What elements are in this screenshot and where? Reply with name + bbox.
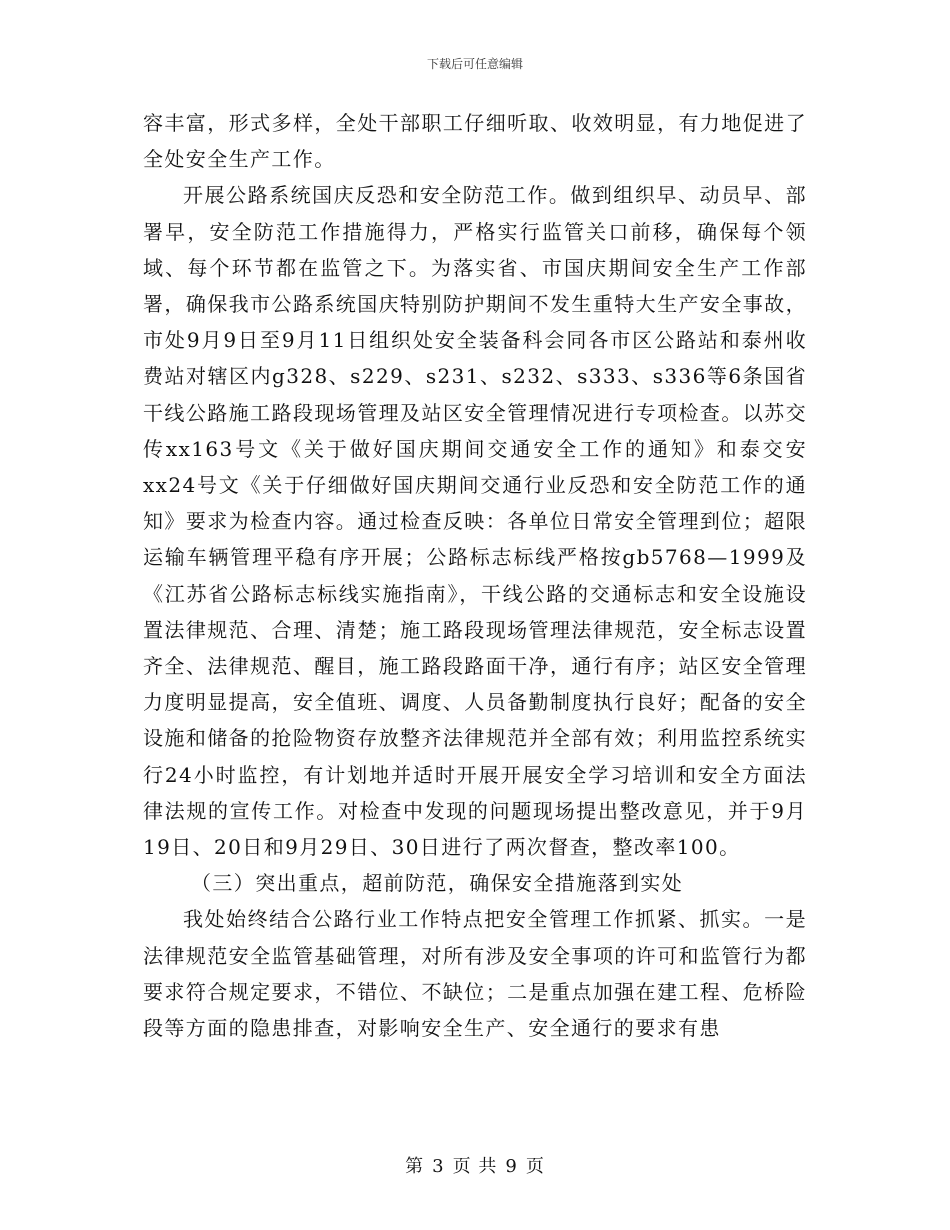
- paragraph-continuation: 容丰富，形式多样，全处干部职工仔细听取、收效明显，有力地促进了全处安全生产工作。: [143, 111, 807, 172]
- page-footer: [0, 1152, 950, 1178]
- document-body: [143, 105, 807, 1046]
- footer-middle: 页 共: [452, 1156, 498, 1177]
- footer-suffix: 页: [525, 1156, 545, 1177]
- section-heading: （三）突出重点，超前防范，确保安全措施落到实处: [191, 871, 684, 896]
- footer-prefix: 第: [405, 1156, 425, 1177]
- current-page-number: 3: [432, 1156, 445, 1177]
- page-header: 下载后可任意编辑: [426, 57, 523, 71]
- total-pages-number: 9: [505, 1156, 518, 1177]
- paragraph-antiterror: 开展公路系统国庆反恐和安全防范工作。做到组织早、动员早、部署早，安全防范工作措施得力，严格实行监管关口前移，确保每个领域、每个环节都在监管之下。为落实省、市国庆期间安全生产工作部署，确保我市公路系统国庆特别防护期间不发生重特大生产安全事故，市处9月9日至9月11日组织处安全装备科会同各市区公路站和泰州收费站对辖区内g328、s229、s231、s232、s333、s336等6条国省干线公路施工路段现场管理及站区安全管理情况进行专项检查。以苏交传xx163号文《关于做好国庆期间交通安全工作的通知》和泰交安xx24号文《关于仔细做好国庆期间交通行业反恐和安全防范工作的通知》要求为检查内容。通过检查反映：各单位日常安全管理到位；超限运输车辆管理平稳有序开展；公路标志标线严格按gb5768—1999及《江苏省公路标志标线实施指南》，干线公路的交通标志和安全设施设置法律规范、合理、清楚；施工路段现场管理法律规范，安全标志设置齐全、法律规范、醒目，施工路段路面干净，通行有序；站区安全管理力度明显提高，安全值班、调度、人员备勤制度执行良好；配备的安全设施和储备的抢险物资存放整齐法律规范并全部有效；利用监控系统实行24小时监控，有计划地并适时开展开展安全学习培训和安全方面法律法规的宣传工作。对检查中发现的问题现场提出整改意见，并于9月19日、20日和9月29日、30日进行了两次督查，整改率100。: [143, 183, 807, 860]
- paragraph-safety-management: 我处始终结合公路行业工作特点把安全管理工作抓紧、抓实。一是法律规范安全监管基础管理，对所有涉及安全事项的许可和监管行为都要求符合规定要求，不错位、不缺位；二是重点加强在建工程、危桥险段等方面的隐患排查，对影响安全生产、安全通行的要求有患: [143, 907, 807, 1041]
